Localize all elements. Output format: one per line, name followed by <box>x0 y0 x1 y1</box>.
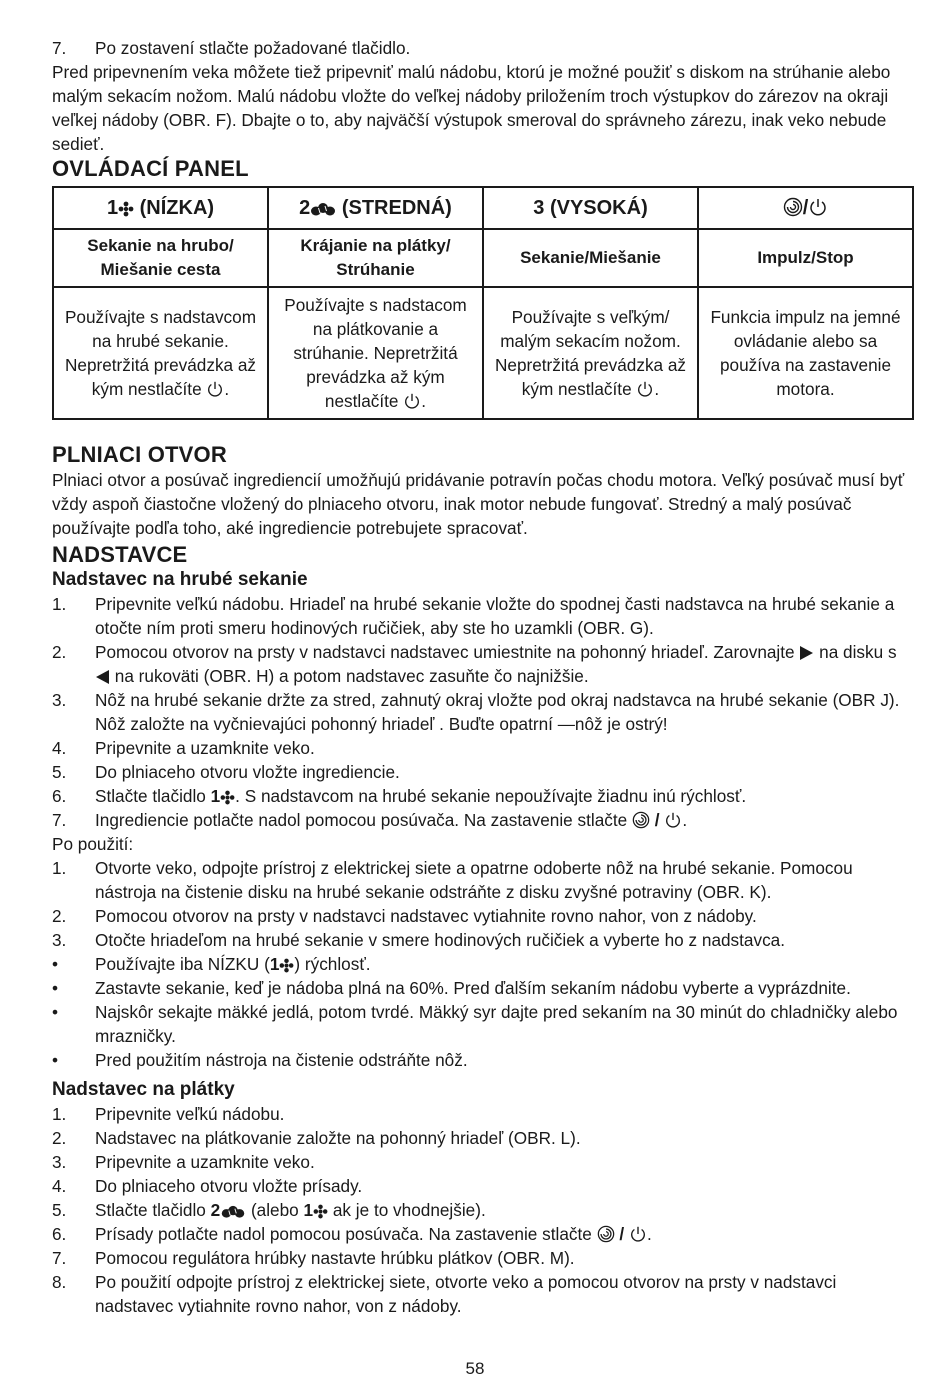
step-number: 5. <box>52 762 67 782</box>
speed-high-cell <box>483 187 698 229</box>
step-text: Stlačte tlačidlo <box>95 1200 206 1220</box>
period: . <box>654 379 660 399</box>
power-icon <box>808 197 828 217</box>
attachments-heading: NADSTAVCE <box>52 542 188 567</box>
step-number: 5. <box>52 1200 67 1220</box>
list-item <box>52 1126 914 1150</box>
speed-number: 1 <box>210 786 221 806</box>
function-cell: Impulz/Stop <box>698 229 913 287</box>
manual-page <box>52 36 914 1318</box>
step-number: 7. <box>52 1248 67 1268</box>
bullet: • <box>52 978 59 998</box>
slash: / <box>802 197 809 219</box>
period: . <box>224 379 230 399</box>
tip-text: Zastavte sekanie, keď je nádoba plná na 60%. Pred ďalším sekaním nádobu vyberte a vyprázdnite. <box>95 978 851 998</box>
step-text: Pripevnite a uzamknite veko. <box>95 1152 315 1172</box>
list-item <box>52 1198 914 1222</box>
description-cell <box>268 287 483 419</box>
description-text: Používajte s nadstavcom na hrubé sekanie. Nepretržitá prevádzka až kým nestlačíte <box>64 307 257 399</box>
coarse-heading: Nadstavec na hrubé sekanie <box>52 569 308 590</box>
step-text: Pomocou otvorov na prsty v nadstavci nadstavec umiestnite na pohonný hriadeľ. Zarovnajte <box>95 642 795 662</box>
list-item <box>52 904 914 928</box>
page-number: 58 <box>465 1359 485 1378</box>
slash: / <box>654 810 660 830</box>
speed-number: 1 <box>106 197 119 219</box>
tip-text: Pred použitím nástroja na čistenie odstráňte nôž. <box>95 1050 468 1070</box>
step-number: 8. <box>52 1272 67 1292</box>
function-cell: Sekanie/Miešanie <box>483 229 698 287</box>
list-item <box>52 952 914 976</box>
description-cell: Funkcia impulz na jemné ovládanie alebo sa používa na zastavenie motora. <box>698 287 913 419</box>
chop-icon <box>313 1204 328 1219</box>
power-icon <box>206 380 224 398</box>
step-text: Nadstavec na plátkovanie založte na pohonný hriadeľ (OBR. L). <box>95 1128 581 1148</box>
power-icon <box>629 1225 647 1243</box>
step-text: Po použití odpojte prístroj z elektrickej siete, otvorte veko a pomocou otvorov na prsty v nadstavci nadstavec vytiahnite rovno nahor, von z nádoby. <box>95 1272 837 1316</box>
step-number: 6. <box>52 786 67 806</box>
list-item <box>52 1102 914 1126</box>
list-item <box>52 640 914 688</box>
speed-number: 2 <box>299 197 311 219</box>
speed-number: 1 <box>269 954 280 974</box>
control-panel-heading: OVLÁDACÍ PANEL <box>52 156 249 181</box>
power-icon <box>636 380 654 398</box>
bullet: • <box>52 1050 59 1070</box>
tip-text: ) rýchlosť. <box>294 954 371 974</box>
list-item <box>52 592 914 640</box>
step-number: 4. <box>52 1176 67 1196</box>
after-use-label: Po použití: <box>52 834 134 854</box>
step-text: Otočte hriadeľom na hrubé sekanie v smere hodinových ručičiek a vyberte ho z nadstavca. <box>95 930 786 950</box>
after-use-steps <box>52 856 914 952</box>
step-text: (alebo <box>246 1200 299 1220</box>
step-text: Pripevnite veľkú nádobu. <box>95 1104 285 1124</box>
feed-tube-heading: PLNIACI OTVOR <box>52 442 227 467</box>
tips-list <box>52 952 914 1072</box>
step-text: Pomocou otvorov na prsty v nadstavci nadstavec vytiahnite rovno nahor, von z nádoby. <box>95 906 757 926</box>
step-number: 4. <box>52 738 67 758</box>
step-number: 7. <box>52 38 67 58</box>
step-number: 3. <box>52 930 67 950</box>
step-number: 1. <box>52 594 67 614</box>
step-number: 3. <box>52 690 67 710</box>
step-number: 2. <box>52 642 67 662</box>
list-item <box>52 1000 914 1048</box>
bullet: • <box>52 1002 59 1022</box>
step-text: . <box>646 1224 652 1244</box>
list-item <box>52 1048 914 1072</box>
step-text: Po zostavení stlačte požadované tlačidlo. <box>95 38 411 58</box>
chop-icon <box>279 958 294 973</box>
power-icon <box>664 811 682 829</box>
speed-medium-cell <box>268 187 483 229</box>
step-text: Otvorte veko, odpojte prístroj z elektrickej siete a opatrne odoberte nôž na hrubé sekanie. Pomocou nástroja na čistenie disku na hrubé sekanie odstráňte z disku zvyšné potraviny (OBR. K). <box>95 858 853 902</box>
slicing-steps <box>52 1102 914 1318</box>
step-text: Pripevnite a uzamknite veko. <box>95 738 315 758</box>
step-number: 6. <box>52 1224 67 1244</box>
step-text: Stlačte tlačidlo <box>95 786 206 806</box>
slash: / <box>619 1224 625 1244</box>
list-item <box>52 1222 914 1246</box>
speed-row <box>53 187 913 229</box>
list-item <box>52 688 914 736</box>
list-item <box>52 928 914 952</box>
arrow-left-icon <box>95 669 110 685</box>
speed-low-cell <box>53 187 268 229</box>
step-text: Pripevnite veľkú nádobu. Hriadeľ na hrubé sekanie vložte do spodnej časti nadstavca na hrubé sekanie a otočte ním proti smeru hodinových ručičiek, aby ste ho uzamkli (OBR. G). <box>95 594 895 638</box>
step-number: 1. <box>52 858 67 878</box>
slice-icon <box>310 201 336 217</box>
list-item <box>52 760 914 784</box>
intro-paragraph: Pred pripevnením veka môžete tiež pripevniť malú nádobu, ktorú je možné použiť s diskom na strúhanie alebo malým sekacím nožom. Malú nádobu vložte do veľkej nádoby priložením troch výstupkov do zárezov na okraji veľkej nádoby (OBR. F). Dbajte o to, aby najväčší výstupok smeroval do správneho zárezu, inak veko nebude sedieť. <box>52 62 891 154</box>
description-text: Používajte s veľkým/ malým sekacím nožom. Nepretržitá prevádzka až kým nestlačíte <box>494 307 687 399</box>
step-text: Pomocou regulátora hrúbky nastavte hrúbku plátkov (OBR. M). <box>95 1248 575 1268</box>
speed-number: 2 <box>210 1200 221 1220</box>
function-cell: Sekanie na hrubo/ Miešanie cesta <box>53 229 268 287</box>
function-row <box>53 229 913 287</box>
list-item <box>52 1150 914 1174</box>
bullet: • <box>52 954 59 974</box>
step-number: 2. <box>52 1128 67 1148</box>
list-item <box>52 856 914 904</box>
step-text: Do plniaceho otvoru vložte ingrediencie. <box>95 762 400 782</box>
pulse-stop-cell <box>698 187 913 229</box>
step-text: na rukoväti (OBR. H) a potom nadstavec zasuňte čo najnižšie. <box>114 666 589 686</box>
description-cell <box>53 287 268 419</box>
list-item <box>52 1174 914 1198</box>
coarse-steps <box>52 592 914 832</box>
arrow-right-icon <box>799 645 814 661</box>
pulse-icon <box>783 197 803 217</box>
pulse-icon <box>632 811 650 829</box>
step-text: . S nadstavcom na hrubé sekanie nepoužívajte žiadnu inú rýchlosť. <box>235 786 747 806</box>
period: . <box>421 391 427 411</box>
step-text: . <box>682 810 688 830</box>
step-text: na disku s <box>819 642 897 662</box>
intro-step-7 <box>52 36 914 60</box>
description-row <box>53 287 913 419</box>
pulse-icon <box>597 1225 615 1243</box>
slice-icon <box>220 1204 246 1219</box>
step-text: Do plniaceho otvoru vložte prísady. <box>95 1176 363 1196</box>
step-number: 1. <box>52 1104 67 1124</box>
function-cell: Krájanie na plátky/ Strúhanie <box>268 229 483 287</box>
step-text: Ingrediencie potlačte nadol pomocou posúvača. Na zastavenie stlačte <box>95 810 628 830</box>
power-icon <box>403 392 421 410</box>
step-text: Nôž na hrubé sekanie držte za stred, zahnutý okraj vložte pod okraj nadstavca na hrubé sekanie (OBR J). Nôž založte na vyčnievajúci pohonný hriadeľ . Buďte opatrní —nôž je ostrý! <box>95 690 900 734</box>
chop-icon <box>118 201 134 217</box>
speed-label: (NÍZKA) <box>139 197 215 219</box>
feed-tube-text: Plniaci otvor a posúvač ingrediencií umožňujú pridávanie potravín počas chodu motora. Veľký posúvač musí byť vždy aspoň čiastočne vložený do plniaceho otvoru, inak motor nebude fungovať. Stredný a malý posúvač používajte podľa toho, aké ingrediencie potrebujete spracovať. <box>52 470 905 538</box>
list-item <box>52 1246 914 1270</box>
step-text: ak je to vhodnejšie). <box>332 1200 486 1220</box>
tip-text: Najskôr sekajte mäkké jedlá, potom tvrdé. Mäkký syr dajte pred sekaním na 30 minút do chladničky alebo mrazničky. <box>95 1002 898 1046</box>
slicing-heading: Nadstavec na plátky <box>52 1079 235 1100</box>
step-text: Prísady potlačte nadol pomocou posúvača. Na zastavenie stlačte <box>95 1224 592 1244</box>
tip-text: Používajte iba NÍZKU ( <box>95 954 270 974</box>
step-number: 2. <box>52 906 67 926</box>
list-item <box>52 784 914 808</box>
description-text: Používajte s nadstacom na plátkovanie a strúhanie. Nepretržitá prevádzka až kým nestlačíte <box>284 295 467 411</box>
description-cell <box>483 287 698 419</box>
speed-label: 3 (VYSOKÁ) <box>533 197 648 219</box>
list-item <box>52 736 914 760</box>
list-item <box>52 1270 914 1318</box>
list-item <box>52 808 914 832</box>
step-number: 7. <box>52 810 67 830</box>
control-panel-table <box>52 186 914 420</box>
step-number: 3. <box>52 1152 67 1172</box>
speed-label: (STREDNÁ) <box>341 197 452 219</box>
chop-icon <box>220 790 235 805</box>
speed-number: 1 <box>303 1200 314 1220</box>
list-item <box>52 976 914 1000</box>
